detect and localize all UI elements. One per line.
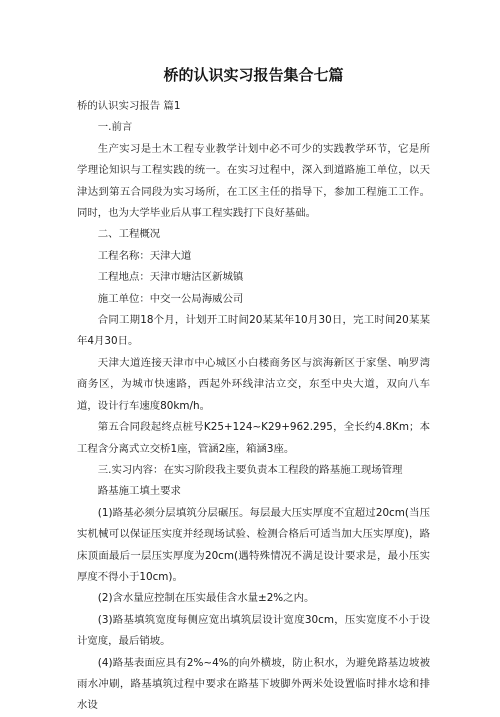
paragraph-contract-period: 合同工期18个月，计划开工时间20某某年10月30日，完工时间20某某年4月30日。 <box>77 314 430 348</box>
construction-unit: 施工单位：中交一公局海威公司 <box>97 292 244 305</box>
document-title: 桥的认识实习报告集合七篇 <box>163 66 344 84</box>
requirement-item-2: (2)含水量应控制在压实最佳含水量±2%之内。 <box>97 592 315 605</box>
project-name: 工程名称：天津大道 <box>97 249 192 262</box>
subheading-fill-requirements: 路基施工填土要求 <box>97 485 181 498</box>
requirement-item-3: (3)路基填筑宽度每侧应宽出填筑层设计宽度30cm，压实宽度不小于设计宽度，最后销坡。 <box>77 613 430 648</box>
document-subtitle: 桥的认识实习报告 篇1 <box>77 100 181 112</box>
section-heading-overview: 二、工程概况 <box>97 228 161 241</box>
paragraph-road-description: 天津大道连接天津市中心城区小白楼商务区与滨海新区于家堡、响罗湾商务区，为城市快速路，西起外环线津沽立交，东至中央大道，双向八车道，设计行车速度80km/h。 <box>77 356 430 412</box>
section-heading-content: 三.实习内容：在实习阶段我主要负责本工程段的路基施工现场管理 <box>97 463 403 476</box>
document-page <box>77 66 430 717</box>
paragraph-intro: 生产实习是土木工程专业教学计划中必不可少的实践教学环节，它是所学理论知识与工程实践的统一。在实习过程中，深入到道路施工单位，以天津达到第五合同段为实习场所，在工区主任的指导下，参加工程施工工作。同时，也为大学毕业后从事工程实践打下良好基础。 <box>77 142 430 220</box>
requirement-item-4: (4)路基表面应具有2%~4%的向外横坡，防止积水，为避免路基边坡被雨水冲刷，路基填筑过程中要求在路基下坡脚外两米处设置临时排水埝和排水设 <box>77 656 430 712</box>
project-location: 工程地点：天津市塘沽区新城镇 <box>97 271 244 284</box>
requirement-item-1: (1)路基必须分层填筑分层碾压。每层最大压实厚度不宜超过20cm(当压实机械可以保证压实度并经现场试验、检测合格后可适当加大压实厚度)，路床顶面最后一层压实厚度为20cm(遇特殊情况不满足设计要求是，最小压实厚度不得小于10cm)。 <box>77 506 430 583</box>
section-heading-preface: 一.前言 <box>97 121 133 134</box>
paragraph-section-five: 第五合同段起终点桩号K25+124~K29+962.295，全长约4.8Km；本工程含分离式立交桥1座，管涵2座，箱涵3座。 <box>77 421 430 455</box>
